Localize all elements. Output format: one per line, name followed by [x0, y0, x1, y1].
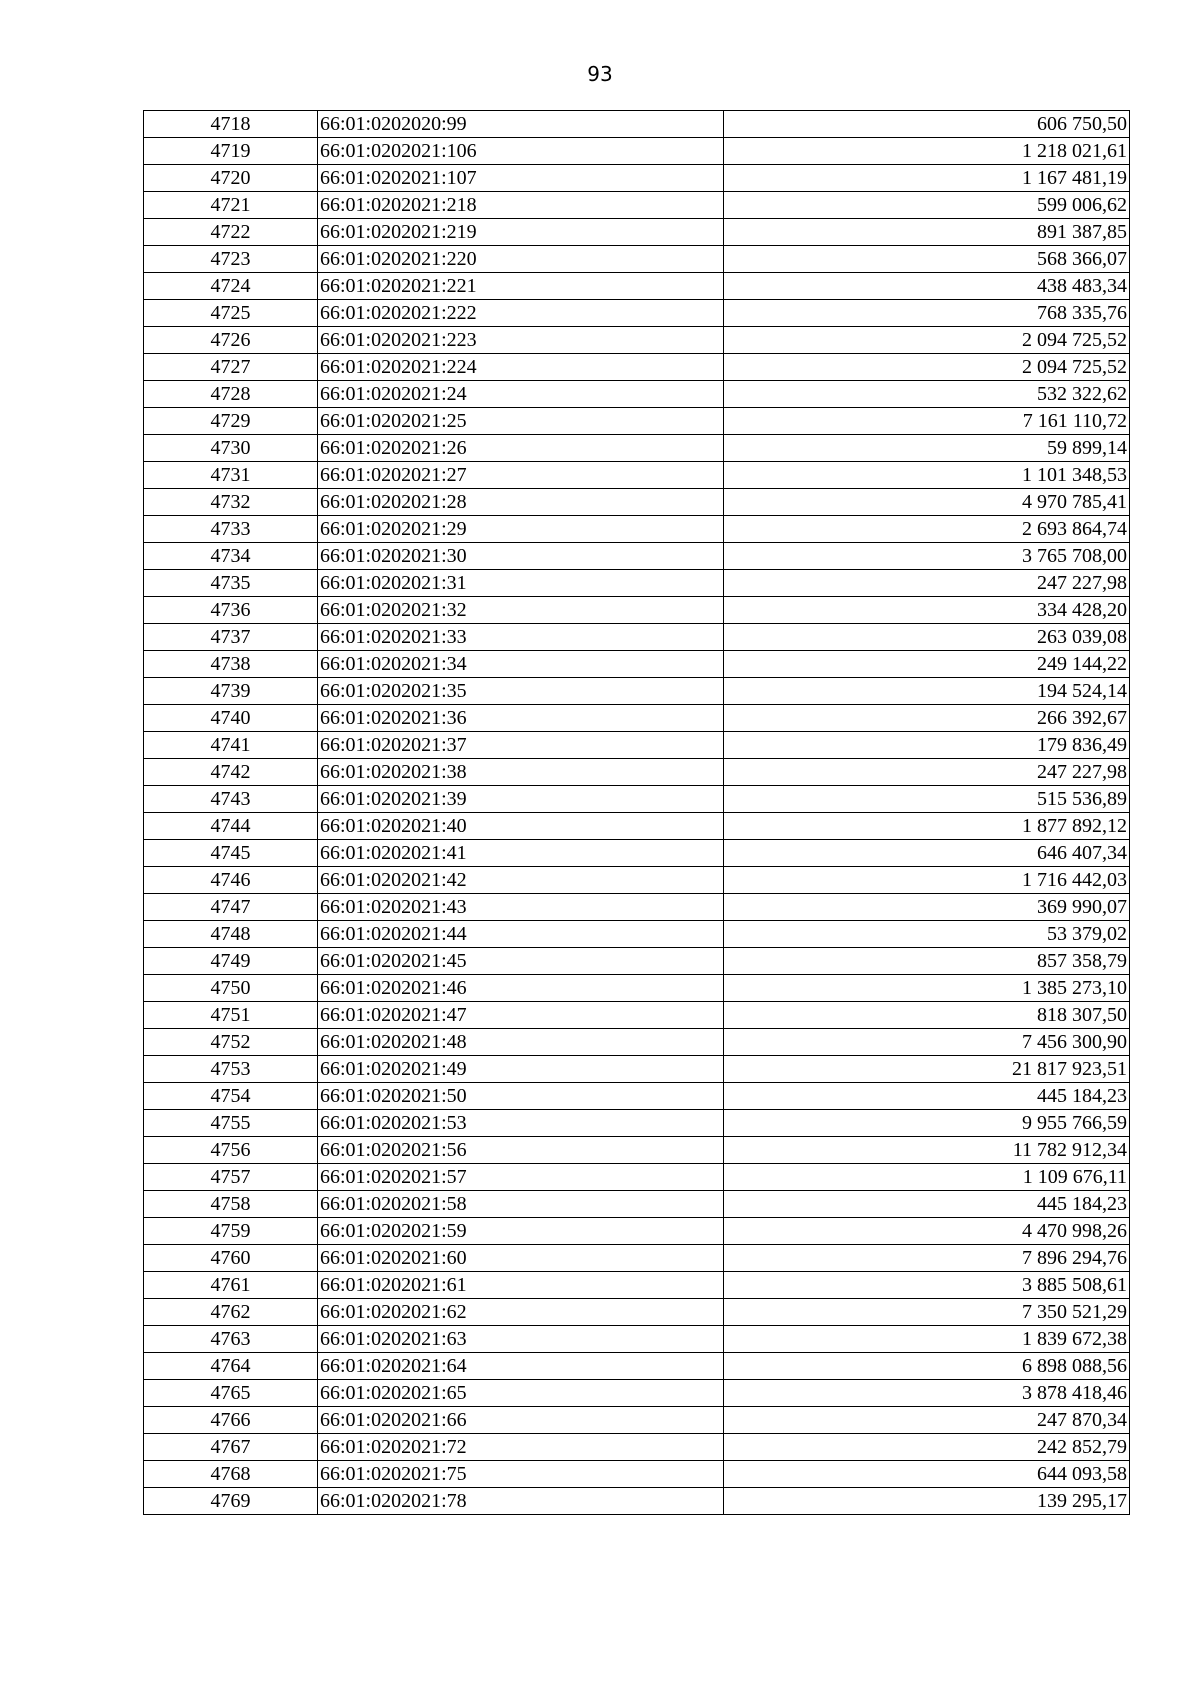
cadastral-number-cell: 66:01:0202021:53	[318, 1110, 724, 1137]
row-number-cell: 4761	[144, 1272, 318, 1299]
cadastral-number-cell: 66:01:0202021:60	[318, 1245, 724, 1272]
cadastral-value-cell: 7 456 300,90	[724, 1029, 1130, 1056]
cadastral-number-cell: 66:01:0202021:75	[318, 1461, 724, 1488]
cadastral-number-cell: 66:01:0202021:106	[318, 138, 724, 165]
table-row	[144, 381, 1130, 408]
row-number-cell: 4720	[144, 165, 318, 192]
page-number: 93	[587, 62, 613, 86]
row-number-cell: 4765	[144, 1380, 318, 1407]
table-row	[144, 1326, 1130, 1353]
cadastral-value-cell: 568 366,07	[724, 246, 1130, 273]
cadastral-value-table	[143, 110, 1130, 1515]
cadastral-value-cell: 1 877 892,12	[724, 813, 1130, 840]
cadastral-number-cell: 66:01:0202021:63	[318, 1326, 724, 1353]
row-number-cell: 4744	[144, 813, 318, 840]
cadastral-number-cell: 66:01:0202021:72	[318, 1434, 724, 1461]
cadastral-number-cell: 66:01:0202021:57	[318, 1164, 724, 1191]
cadastral-number-cell: 66:01:0202021:34	[318, 651, 724, 678]
table-row	[144, 192, 1130, 219]
row-number-cell: 4725	[144, 300, 318, 327]
table-row	[144, 840, 1130, 867]
row-number-cell: 4743	[144, 786, 318, 813]
row-number-cell: 4739	[144, 678, 318, 705]
cadastral-number-cell: 66:01:0202021:31	[318, 570, 724, 597]
row-number-cell: 4728	[144, 381, 318, 408]
table-row	[144, 543, 1130, 570]
cadastral-number-cell: 66:01:0202021:33	[318, 624, 724, 651]
cadastral-value-cell: 1 385 273,10	[724, 975, 1130, 1002]
table-row	[144, 165, 1130, 192]
cadastral-number-cell: 66:01:0202021:224	[318, 354, 724, 381]
row-number-cell: 4722	[144, 219, 318, 246]
cadastral-number-cell: 66:01:0202021:25	[318, 408, 724, 435]
cadastral-number-cell: 66:01:0202021:24	[318, 381, 724, 408]
row-number-cell: 4723	[144, 246, 318, 273]
table-row	[144, 462, 1130, 489]
cadastral-value-cell: 1 101 348,53	[724, 462, 1130, 489]
cadastral-value-cell: 266 392,67	[724, 705, 1130, 732]
cadastral-value-cell: 4 970 785,41	[724, 489, 1130, 516]
row-number-cell: 4740	[144, 705, 318, 732]
cadastral-value-cell: 179 836,49	[724, 732, 1130, 759]
row-number-cell: 4724	[144, 273, 318, 300]
row-number-cell: 4764	[144, 1353, 318, 1380]
cadastral-value-cell: 242 852,79	[724, 1434, 1130, 1461]
cadastral-number-cell: 66:01:0202021:29	[318, 516, 724, 543]
row-number-cell: 4734	[144, 543, 318, 570]
cadastral-number-cell: 66:01:0202021:27	[318, 462, 724, 489]
cadastral-value-cell: 1 167 481,19	[724, 165, 1130, 192]
table-row	[144, 354, 1130, 381]
cadastral-value-cell: 644 093,58	[724, 1461, 1130, 1488]
table-row	[144, 651, 1130, 678]
table-row	[144, 678, 1130, 705]
cadastral-number-cell: 66:01:0202021:35	[318, 678, 724, 705]
cadastral-value-cell: 247 870,34	[724, 1407, 1130, 1434]
cadastral-value-cell: 768 335,76	[724, 300, 1130, 327]
table-row	[144, 327, 1130, 354]
table-row	[144, 786, 1130, 813]
row-number-cell: 4768	[144, 1461, 318, 1488]
cadastral-value-cell: 1 716 442,03	[724, 867, 1130, 894]
cadastral-number-cell: 66:01:0202021:41	[318, 840, 724, 867]
cadastral-number-cell: 66:01:0202021:78	[318, 1488, 724, 1515]
cadastral-value-cell: 249 144,22	[724, 651, 1130, 678]
cadastral-number-cell: 66:01:0202021:61	[318, 1272, 724, 1299]
cadastral-value-cell: 7 896 294,76	[724, 1245, 1130, 1272]
cadastral-number-cell: 66:01:0202021:64	[318, 1353, 724, 1380]
cadastral-value-cell: 891 387,85	[724, 219, 1130, 246]
table-row	[144, 975, 1130, 1002]
table-row	[144, 1272, 1130, 1299]
row-number-cell: 4719	[144, 138, 318, 165]
row-number-cell: 4738	[144, 651, 318, 678]
cadastral-value-cell: 1 839 672,38	[724, 1326, 1130, 1353]
row-number-cell: 4745	[144, 840, 318, 867]
cadastral-value-cell: 646 407,34	[724, 840, 1130, 867]
cadastral-value-cell: 247 227,98	[724, 570, 1130, 597]
cadastral-value-cell: 6 898 088,56	[724, 1353, 1130, 1380]
cadastral-value-cell: 2 094 725,52	[724, 327, 1130, 354]
row-number-cell: 4741	[144, 732, 318, 759]
table-row	[144, 894, 1130, 921]
cadastral-number-cell: 66:01:0202021:223	[318, 327, 724, 354]
table-row	[144, 246, 1130, 273]
cadastral-number-cell: 66:01:0202021:222	[318, 300, 724, 327]
row-number-cell: 4731	[144, 462, 318, 489]
table-row	[144, 111, 1130, 138]
row-number-cell: 4729	[144, 408, 318, 435]
row-number-cell: 4732	[144, 489, 318, 516]
row-number-cell: 4757	[144, 1164, 318, 1191]
cadastral-value-cell: 818 307,50	[724, 1002, 1130, 1029]
cadastral-number-cell: 66:01:0202021:65	[318, 1380, 724, 1407]
cadastral-value-cell: 53 379,02	[724, 921, 1130, 948]
cadastral-number-cell: 66:01:0202021:46	[318, 975, 724, 1002]
row-number-cell: 4769	[144, 1488, 318, 1515]
row-number-cell: 4758	[144, 1191, 318, 1218]
cadastral-value-cell: 9 955 766,59	[724, 1110, 1130, 1137]
cadastral-value-cell: 857 358,79	[724, 948, 1130, 975]
cadastral-number-cell: 66:01:0202020:99	[318, 111, 724, 138]
row-number-cell: 4750	[144, 975, 318, 1002]
table-row	[144, 1299, 1130, 1326]
row-number-cell: 4721	[144, 192, 318, 219]
row-number-cell: 4747	[144, 894, 318, 921]
row-number-cell: 4737	[144, 624, 318, 651]
row-number-cell: 4763	[144, 1326, 318, 1353]
cadastral-number-cell: 66:01:0202021:43	[318, 894, 724, 921]
cadastral-value-cell: 21 817 923,51	[724, 1056, 1130, 1083]
table-row	[144, 867, 1130, 894]
cadastral-number-cell: 66:01:0202021:28	[318, 489, 724, 516]
cadastral-value-cell: 11 782 912,34	[724, 1137, 1130, 1164]
cadastral-number-cell: 66:01:0202021:219	[318, 219, 724, 246]
table-row	[144, 516, 1130, 543]
table-row	[144, 1029, 1130, 1056]
row-number-cell: 4755	[144, 1110, 318, 1137]
cadastral-number-cell: 66:01:0202021:56	[318, 1137, 724, 1164]
cadastral-value-cell: 445 184,23	[724, 1191, 1130, 1218]
cadastral-value-cell: 1 109 676,11	[724, 1164, 1130, 1191]
table-row	[144, 1245, 1130, 1272]
cadastral-value-cell: 334 428,20	[724, 597, 1130, 624]
cadastral-value-cell: 1 218 021,61	[724, 138, 1130, 165]
table-row	[144, 1164, 1130, 1191]
cadastral-value-cell: 263 039,08	[724, 624, 1130, 651]
row-number-cell: 4730	[144, 435, 318, 462]
cadastral-number-cell: 66:01:0202021:59	[318, 1218, 724, 1245]
cadastral-number-cell: 66:01:0202021:220	[318, 246, 724, 273]
cadastral-value-cell: 438 483,34	[724, 273, 1130, 300]
table-row	[144, 1434, 1130, 1461]
cadastral-number-cell: 66:01:0202021:50	[318, 1083, 724, 1110]
table-row	[144, 1056, 1130, 1083]
cadastral-number-cell: 66:01:0202021:39	[318, 786, 724, 813]
row-number-cell: 4718	[144, 111, 318, 138]
cadastral-number-cell: 66:01:0202021:30	[318, 543, 724, 570]
cadastral-number-cell: 66:01:0202021:36	[318, 705, 724, 732]
table-body	[144, 111, 1130, 1515]
row-number-cell: 4746	[144, 867, 318, 894]
row-number-cell: 4754	[144, 1083, 318, 1110]
cadastral-value-cell: 7 161 110,72	[724, 408, 1130, 435]
cadastral-value-cell: 3 765 708,00	[724, 543, 1130, 570]
table-row	[144, 138, 1130, 165]
cadastral-value-cell: 606 750,50	[724, 111, 1130, 138]
table-row	[144, 489, 1130, 516]
table-row	[144, 759, 1130, 786]
cadastral-value-cell: 445 184,23	[724, 1083, 1130, 1110]
cadastral-value-cell: 3 885 508,61	[724, 1272, 1130, 1299]
table-row	[144, 219, 1130, 246]
cadastral-number-cell: 66:01:0202021:62	[318, 1299, 724, 1326]
cadastral-value-cell: 369 990,07	[724, 894, 1130, 921]
table-row	[144, 1083, 1130, 1110]
cadastral-value-cell: 3 878 418,46	[724, 1380, 1130, 1407]
row-number-cell: 4751	[144, 1002, 318, 1029]
row-number-cell: 4735	[144, 570, 318, 597]
table-row	[144, 1002, 1130, 1029]
cadastral-value-cell: 4 470 998,26	[724, 1218, 1130, 1245]
cadastral-value-cell: 7 350 521,29	[724, 1299, 1130, 1326]
table-row	[144, 1191, 1130, 1218]
table-row	[144, 948, 1130, 975]
table-row	[144, 921, 1130, 948]
cadastral-value-cell: 59 899,14	[724, 435, 1130, 462]
row-number-cell: 4736	[144, 597, 318, 624]
table-row	[144, 813, 1130, 840]
cadastral-number-cell: 66:01:0202021:107	[318, 165, 724, 192]
cadastral-value-cell: 599 006,62	[724, 192, 1130, 219]
row-number-cell: 4762	[144, 1299, 318, 1326]
row-number-cell: 4727	[144, 354, 318, 381]
cadastral-value-cell: 139 295,17	[724, 1488, 1130, 1515]
table-row	[144, 1218, 1130, 1245]
cadastral-number-cell: 66:01:0202021:49	[318, 1056, 724, 1083]
table-row	[144, 1353, 1130, 1380]
row-number-cell: 4767	[144, 1434, 318, 1461]
row-number-cell: 4733	[144, 516, 318, 543]
table-row	[144, 732, 1130, 759]
table-row	[144, 300, 1130, 327]
row-number-cell: 4726	[144, 327, 318, 354]
table-row	[144, 1380, 1130, 1407]
table-row	[144, 408, 1130, 435]
cadastral-number-cell: 66:01:0202021:45	[318, 948, 724, 975]
row-number-cell: 4756	[144, 1137, 318, 1164]
table-row	[144, 570, 1130, 597]
table-row	[144, 624, 1130, 651]
table-row	[144, 1407, 1130, 1434]
table-row	[144, 1488, 1130, 1515]
cadastral-value-cell: 2 094 725,52	[724, 354, 1130, 381]
cadastral-value-cell: 194 524,14	[724, 678, 1130, 705]
cadastral-number-cell: 66:01:0202021:58	[318, 1191, 724, 1218]
cadastral-value-cell: 2 693 864,74	[724, 516, 1130, 543]
table-row	[144, 1110, 1130, 1137]
row-number-cell: 4742	[144, 759, 318, 786]
cadastral-number-cell: 66:01:0202021:218	[318, 192, 724, 219]
row-number-cell: 4766	[144, 1407, 318, 1434]
cadastral-value-cell: 532 322,62	[724, 381, 1130, 408]
table-row	[144, 435, 1130, 462]
cadastral-number-cell: 66:01:0202021:38	[318, 759, 724, 786]
cadastral-number-cell: 66:01:0202021:32	[318, 597, 724, 624]
table-row	[144, 705, 1130, 732]
row-number-cell: 4760	[144, 1245, 318, 1272]
table-row	[144, 273, 1130, 300]
cadastral-number-cell: 66:01:0202021:26	[318, 435, 724, 462]
cadastral-value-cell: 247 227,98	[724, 759, 1130, 786]
cadastral-number-cell: 66:01:0202021:44	[318, 921, 724, 948]
cadastral-number-cell: 66:01:0202021:40	[318, 813, 724, 840]
cadastral-number-cell: 66:01:0202021:47	[318, 1002, 724, 1029]
cadastral-number-cell: 66:01:0202021:48	[318, 1029, 724, 1056]
row-number-cell: 4749	[144, 948, 318, 975]
row-number-cell: 4753	[144, 1056, 318, 1083]
cadastral-value-cell: 515 536,89	[724, 786, 1130, 813]
cadastral-number-cell: 66:01:0202021:221	[318, 273, 724, 300]
cadastral-number-cell: 66:01:0202021:37	[318, 732, 724, 759]
row-number-cell: 4752	[144, 1029, 318, 1056]
cadastral-number-cell: 66:01:0202021:42	[318, 867, 724, 894]
table-row	[144, 1137, 1130, 1164]
row-number-cell: 4748	[144, 921, 318, 948]
table-row	[144, 597, 1130, 624]
cadastral-number-cell: 66:01:0202021:66	[318, 1407, 724, 1434]
row-number-cell: 4759	[144, 1218, 318, 1245]
table-row	[144, 1461, 1130, 1488]
